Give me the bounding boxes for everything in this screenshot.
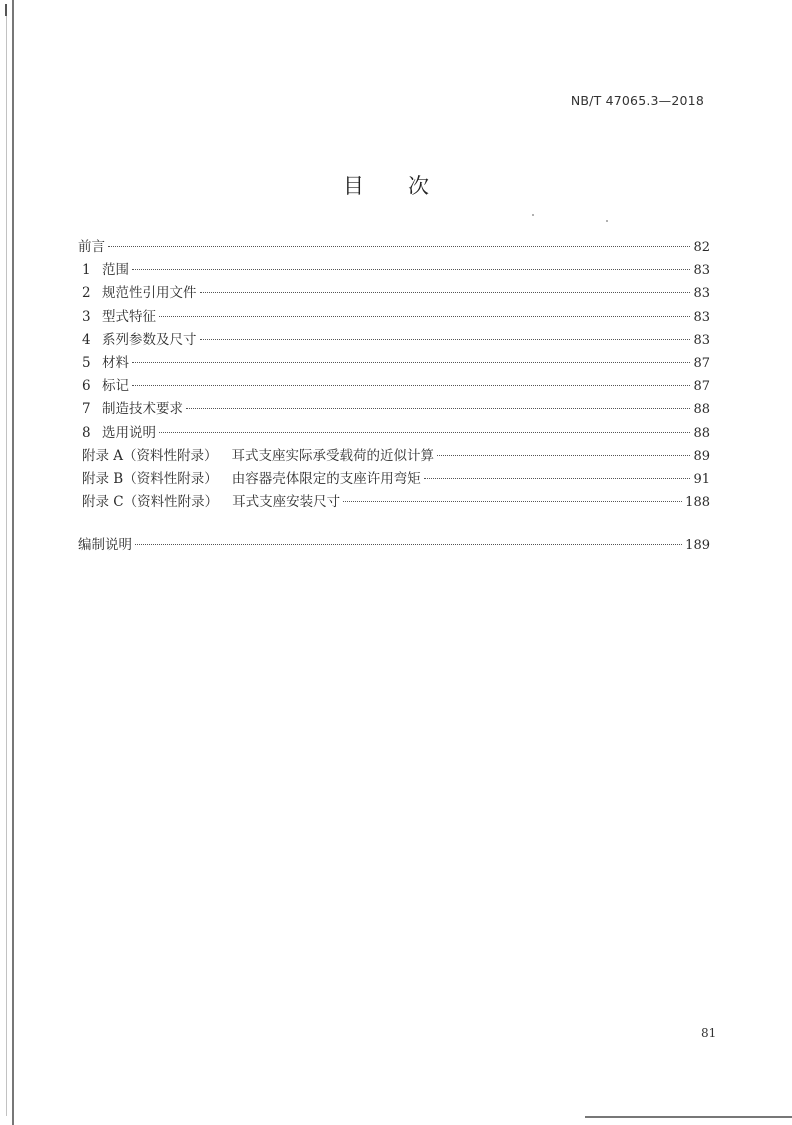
toc-entry-normative-references[interactable]	[78, 282, 710, 305]
dot-leader	[159, 316, 690, 317]
toc-entry-page: 87	[693, 379, 710, 395]
dot-leader	[200, 292, 691, 293]
toc-entry-page: 87	[693, 355, 710, 371]
toc-entry-number: 6	[82, 378, 91, 395]
dot-leader	[159, 432, 690, 433]
toc-entry-appendix-c[interactable]	[78, 491, 710, 514]
toc-entry-number: 5	[82, 354, 91, 371]
scan-edge-bottom	[585, 1116, 792, 1118]
toc-entry-number: 3	[82, 308, 91, 325]
toc-entry-page: 88	[693, 425, 710, 441]
dot-leader	[186, 408, 690, 409]
toc-entry-page: 83	[693, 332, 710, 348]
toc-entry-title: 系列参数及尺寸	[102, 331, 197, 348]
toc-entry-page: 88	[693, 402, 710, 418]
toc-entry-page: 89	[693, 448, 710, 464]
toc-entry-title: 范围	[102, 262, 129, 279]
toc-entry-appendix-label: 附录 A（资料性附录）	[82, 447, 218, 464]
toc-entry-title: 耳式支座安装尺寸	[232, 494, 341, 511]
toc-entry-page: 83	[693, 309, 710, 325]
toc-entry-series-parameters[interactable]	[78, 329, 710, 352]
toc-entry-appendix-a[interactable]	[78, 445, 710, 468]
toc-entry-compilation-notes[interactable]	[78, 534, 710, 557]
scan-speck	[532, 214, 534, 216]
dot-leader	[135, 544, 682, 545]
dot-leader	[132, 362, 690, 363]
toc-entry-title: 编制说明	[78, 537, 132, 554]
dot-leader	[200, 339, 691, 340]
toc-entry-foreword[interactable]	[78, 236, 710, 259]
toc-entry-title: 选用说明	[102, 424, 156, 441]
toc-entry-title: 前言	[78, 239, 105, 255]
toc-entry-page: 188	[685, 495, 710, 511]
dot-leader	[132, 269, 690, 270]
toc-entry-title: 耳式支座实际承受载荷的近似计算	[231, 447, 435, 464]
toc-entry-type-features[interactable]	[78, 306, 710, 329]
toc-entry-number: 4	[82, 331, 91, 348]
toc-title: 目次	[343, 174, 473, 198]
standard-code: NB/T 47065.3—2018	[570, 93, 704, 108]
toc-entry-title: 制造技术要求	[102, 401, 183, 418]
scan-edge-left	[12, 0, 14, 1125]
toc-entry-page: 82	[693, 240, 710, 255]
toc-entry-page: 91	[693, 471, 710, 487]
scan-edge-mark	[5, 4, 7, 16]
toc-entry-page: 83	[693, 286, 710, 302]
toc-entry-title: 型式特征	[102, 308, 156, 325]
toc-entry-title: 标记	[102, 378, 129, 395]
dot-leader	[424, 478, 691, 479]
dot-leader	[132, 385, 690, 386]
toc-entry-marking[interactable]	[78, 375, 710, 398]
toc-entry-number: 2	[82, 285, 91, 302]
toc-entry-page: 189	[685, 538, 710, 554]
toc-entry-title: 规范性引用文件	[102, 285, 197, 302]
toc-entry-materials[interactable]	[78, 352, 710, 375]
toc-entry-number: 7	[82, 401, 91, 418]
toc-entry-scope[interactable]	[78, 259, 710, 282]
dot-leader	[437, 455, 690, 456]
scan-speck	[606, 220, 608, 222]
toc-entry-title: 由容器壳体限定的支座许用弯矩	[231, 470, 421, 487]
toc-entry-manufacturing-requirements[interactable]	[78, 398, 710, 421]
toc-entry-number: 1	[82, 262, 91, 279]
toc-entry-appendix-label: 附录 B（资料性附录）	[82, 470, 218, 487]
dot-leader	[343, 501, 682, 502]
dot-leader	[108, 246, 690, 247]
table-of-contents	[78, 236, 710, 557]
toc-entry-appendix-label: 附录 C（资料性附录）	[82, 494, 219, 511]
page-number: 81	[701, 1026, 717, 1040]
toc-entry-selection-guide[interactable]	[78, 422, 710, 445]
toc-entry-page: 83	[693, 263, 710, 279]
scan-edge-left-inner	[6, 16, 7, 1116]
toc-entry-appendix-b[interactable]	[78, 468, 710, 491]
toc-entry-title: 材料	[102, 354, 129, 371]
toc-entry-number: 8	[82, 424, 91, 441]
